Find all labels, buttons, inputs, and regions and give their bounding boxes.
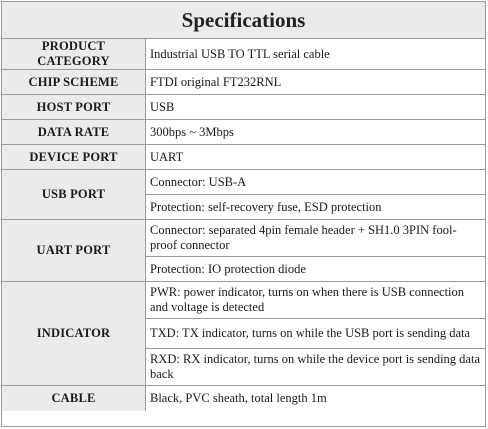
specifications-table [2, 39, 485, 411]
row-value: USB [146, 95, 486, 120]
row-label: USB PORT [2, 170, 146, 220]
row-value: Protection: self-recovery fuse, ESD protection [146, 195, 486, 220]
row-label: DEVICE PORT [2, 145, 146, 170]
specifications-title: Specifications [2, 2, 485, 39]
row-value: PWR: power indicator, turns on when there is USB connection and voltage is detected [146, 282, 486, 319]
table-row [2, 386, 485, 411]
row-label: CABLE [2, 386, 146, 411]
row-label: UART PORT [2, 220, 146, 282]
table-row [2, 39, 485, 70]
specifications-panel [1, 1, 486, 427]
table-row [2, 170, 485, 195]
table-row [2, 282, 485, 319]
table-row [2, 120, 485, 145]
table-row [2, 145, 485, 170]
row-label: INDICATOR [2, 282, 146, 386]
row-label: CHIP SCHEME [2, 70, 146, 95]
table-row [2, 70, 485, 95]
table-row [2, 95, 485, 120]
row-value: Industrial USB TO TTL serial cable [146, 39, 486, 70]
row-value: Connector: separated 4pin female header + SH1.0 3PIN fool-proof connector [146, 220, 486, 257]
row-label: HOST PORT [2, 95, 146, 120]
row-value: FTDI original FT232RNL [146, 70, 486, 95]
row-value: Black, PVC sheath, total length 1m [146, 386, 486, 411]
row-value: UART [146, 145, 486, 170]
row-value: TXD: TX indicator, turns on while the USB port is sending data [146, 319, 486, 349]
row-label: PRODUCT CATEGORY [2, 39, 146, 70]
row-value: 300bps ~ 3Mbps [146, 120, 486, 145]
row-label: DATA RATE [2, 120, 146, 145]
table-row [2, 220, 485, 257]
row-value: Protection: IO protection diode [146, 257, 486, 282]
row-value: Connector: USB-A [146, 170, 486, 195]
row-value: RXD: RX indicator, turns on while the device port is sending data back [146, 349, 486, 386]
